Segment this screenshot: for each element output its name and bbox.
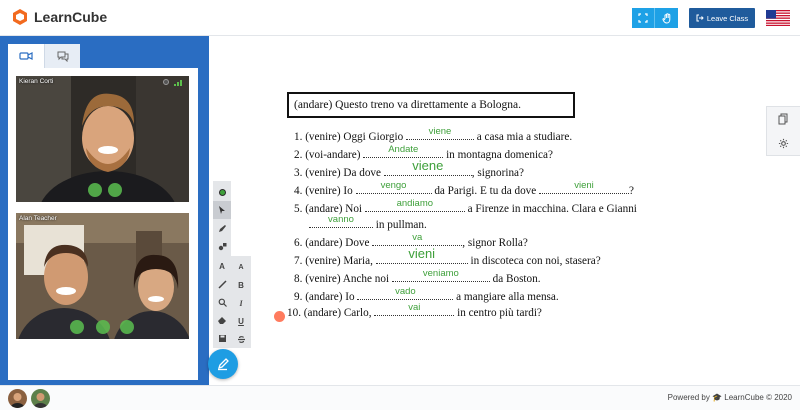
fullscreen-button[interactable] <box>632 8 655 28</box>
answer-blank[interactable] <box>406 126 474 140</box>
answer-text: va <box>412 232 423 243</box>
line-tool[interactable] <box>213 275 231 293</box>
line-suffix: a Firenze in macchina. Clara e Gianni <box>467 203 637 215</box>
video-camera-icon <box>19 51 33 61</box>
answer-text: viene <box>412 158 444 173</box>
zoom-icon <box>218 298 227 307</box>
line-suffix: da Boston. <box>492 273 541 285</box>
line-number: 8. <box>294 273 303 285</box>
answer-blank[interactable] <box>365 198 465 212</box>
answer-text: vieni <box>574 180 594 191</box>
line-prompt: (venire) Da dove <box>305 167 381 179</box>
underline-icon: U <box>238 316 244 326</box>
draw-mode-button[interactable] <box>208 349 238 379</box>
fullscreen-icon <box>638 13 648 23</box>
exercise-line-3 <box>294 158 524 179</box>
pencil-tool[interactable] <box>213 219 231 237</box>
answer-text: vengo <box>380 180 407 191</box>
student-video-feed <box>16 76 189 202</box>
top-bar <box>0 0 800 36</box>
mic-toggle-icon[interactable] <box>96 320 110 334</box>
answer-text: Andate <box>388 144 419 155</box>
line-suffix: in pullman. <box>375 219 427 231</box>
line-suffix: in montagna domenica? <box>446 149 553 161</box>
answer-text: vai <box>408 302 421 313</box>
line-prompt: (andare) Dove <box>305 237 370 249</box>
line-prompt: (andare) Carlo, <box>303 307 372 319</box>
zoom-tool[interactable] <box>213 293 231 311</box>
save-tool[interactable] <box>213 329 231 347</box>
line-suffix: a casa mia a studiare. <box>476 131 573 143</box>
us-flag-icon[interactable] <box>766 10 790 26</box>
worksheet-example: (andare) Questo treno va direttamente a Bologna. <box>287 92 575 118</box>
app-name: LearnCube <box>34 9 108 25</box>
participant-name: Kieran Corti <box>19 78 54 85</box>
eraser-icon <box>217 316 227 324</box>
answer-blank[interactable] <box>384 158 472 176</box>
answer-blank[interactable] <box>376 246 468 264</box>
copy-page-button[interactable] <box>767 107 799 131</box>
powered-by-footer: Powered by 🎓 LearnCube © 2020 <box>667 393 792 402</box>
line-prompt: (andare) Io <box>305 291 355 303</box>
line-suffix: , signorina? <box>471 167 524 179</box>
text-format-toolbar <box>231 256 251 348</box>
answer-blank[interactable] <box>374 302 454 316</box>
signal-strength-icon <box>174 79 184 86</box>
line-suffix: ? <box>629 185 634 197</box>
text-icon: A <box>219 261 225 271</box>
line-prompt: (voi-andare) <box>305 149 361 161</box>
italic-tool[interactable] <box>232 294 250 312</box>
video-tile-teacher[interactable] <box>16 213 189 339</box>
bold-tool[interactable] <box>232 276 250 294</box>
answer-blank[interactable] <box>539 180 629 194</box>
line-number: 4. <box>294 185 303 197</box>
learncube-logo-icon <box>12 9 28 25</box>
strike-icon <box>237 335 246 344</box>
pointer-tool[interactable] <box>213 201 231 219</box>
avatar[interactable] <box>8 389 27 408</box>
settings-button[interactable] <box>767 131 799 155</box>
eraser-tool[interactable] <box>213 311 231 329</box>
exercise-line-4 <box>294 180 634 197</box>
camera-toggle-icon[interactable] <box>88 183 102 197</box>
pointer-icon <box>218 205 226 215</box>
shapes-icon <box>218 242 227 251</box>
line-number: 2. <box>294 149 303 161</box>
line-prompt: (venire) Anche noi <box>305 273 390 285</box>
participants-sidebar <box>0 36 205 385</box>
line-number: 3. <box>294 167 303 179</box>
leave-class-label: Leave Class <box>706 13 749 23</box>
video-panel <box>8 68 198 380</box>
raise-hand-button[interactable] <box>655 8 678 28</box>
answer-blank[interactable] <box>372 232 462 246</box>
camera-toggle-icon[interactable] <box>70 320 84 334</box>
text-small-icon: A <box>238 263 244 271</box>
exercise-line-10 <box>287 302 542 319</box>
line-suffix: in discoteca con noi, stasera? <box>470 255 601 267</box>
avatar-teacher-icon <box>31 389 50 408</box>
answer-text: viene <box>428 126 452 137</box>
text-tool[interactable] <box>213 257 231 275</box>
answer-text: veniamo <box>422 268 459 279</box>
drawing-toolbar <box>213 181 231 348</box>
save-icon <box>218 334 227 343</box>
pencil-icon <box>218 224 227 233</box>
app-logo[interactable] <box>12 9 107 25</box>
line-prompt: (andare) Noi <box>305 203 363 215</box>
answer-blank[interactable] <box>356 180 432 194</box>
answer-blank[interactable] <box>357 286 453 300</box>
mic-toggle-icon[interactable] <box>108 183 122 197</box>
bottom-bar <box>0 385 800 410</box>
chat-icon <box>56 50 70 62</box>
line-prompt: (venire) Oggi Giorgio <box>305 131 404 143</box>
answer-blank[interactable] <box>309 214 373 228</box>
exit-icon <box>696 14 704 22</box>
line-prompt: (venire) Maria, <box>305 255 373 267</box>
exercise-line-7 <box>294 246 601 267</box>
tab-video[interactable] <box>8 44 44 68</box>
line-prompt: (venire) Io <box>305 185 353 197</box>
exercise-line-8 <box>294 268 541 285</box>
answer-text: vado <box>395 286 416 297</box>
answer-text: vanno <box>328 214 354 225</box>
raise-hand-icon <box>662 13 672 24</box>
line-number: 9. <box>294 291 303 303</box>
answer-text: vieni <box>408 246 436 261</box>
video-tile-student[interactable] <box>16 76 189 202</box>
bold-icon: B <box>238 280 244 290</box>
leave-class-button[interactable] <box>689 8 755 28</box>
line-suffix: in centro più tardi? <box>457 307 542 319</box>
underline-tool[interactable] <box>232 312 250 330</box>
avatar[interactable] <box>31 389 50 408</box>
line-icon <box>218 280 227 289</box>
line-suffix: , signor Rolla? <box>462 237 528 249</box>
remove-participant-icon[interactable] <box>120 320 134 334</box>
answer-text: andiamo <box>396 198 434 209</box>
remote-cursor-icon <box>274 311 285 322</box>
gear-icon <box>778 138 789 149</box>
record-button[interactable] <box>213 183 231 201</box>
line-number: 7. <box>294 255 303 267</box>
exercise-line-1 <box>294 126 573 143</box>
line-number: 6. <box>294 237 303 249</box>
tab-chat[interactable] <box>44 44 80 68</box>
right-tool-panel <box>766 106 800 156</box>
line-suffix: da Parigi. E tu da dove <box>434 185 537 197</box>
italic-icon: I <box>239 298 243 308</box>
copy-icon <box>778 113 788 125</box>
small-text-tool[interactable] <box>232 258 250 276</box>
exercise-line-5-cont <box>309 214 427 231</box>
answer-blank[interactable] <box>363 144 443 158</box>
avatar-student-icon <box>8 389 27 408</box>
line-number: 5. <box>294 203 303 215</box>
line-suffix: a mangiare alla mensa. <box>456 291 559 303</box>
status-dot-icon <box>163 79 169 85</box>
answer-blank[interactable] <box>392 268 490 282</box>
line-number: 1. <box>294 131 303 143</box>
line-number: 10. <box>287 307 301 319</box>
participant-name: Alan Teacher <box>19 215 57 222</box>
pen-icon <box>216 357 230 371</box>
record-icon <box>219 189 226 196</box>
strikethrough-tool[interactable] <box>232 330 250 348</box>
shapes-tool[interactable] <box>213 237 231 255</box>
